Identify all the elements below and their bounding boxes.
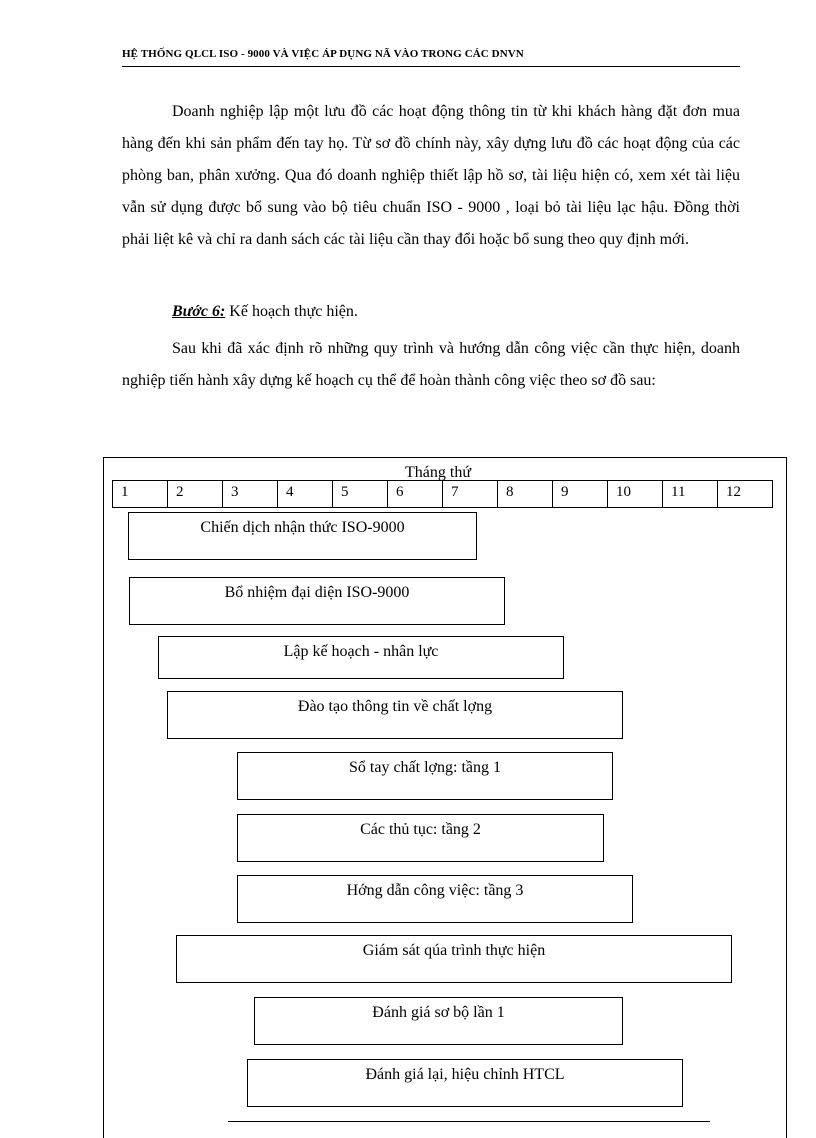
task-reaudit-adjust: Đánh giá lại, hiệu chỉnh HTCL xyxy=(247,1059,683,1107)
task-work-instructions: Hớng dẫn công việc: tầng 3 xyxy=(237,875,633,923)
month-cell: 6 xyxy=(388,481,443,507)
step-label: Bước 6: xyxy=(172,303,226,320)
step-6-heading xyxy=(122,296,740,328)
month-title: Tháng thứ xyxy=(405,464,471,481)
paragraph-flowchart: Doanh nghiệp lập một lưu đồ các hoạt động thông tin từ khi khách hàng đặt đơn mua hàng đến khi sản phẩm đến tay họ. Từ sơ đồ chính này, xây dựng lưu đồ các hoạt động của các phòng ban, phân xưởng. Qua đó doanh nghiệp thiết lập hồ sơ, tài liệu hiện có, xem xét tài liệu vẫn sử dụng được bổ sung vào bộ tiêu chuẩn ISO - 9000 , loại bỏ tài liệu lạc hậu. Đồng thời phải liệt kê và chỉ ra danh sách các tài liệu cần thay đổi hoặc bổ sung theo quy định mới. xyxy=(122,103,740,248)
bottom-rule xyxy=(228,1121,710,1122)
task-quality-training: Đào tạo thông tin về chất lợng xyxy=(167,691,623,739)
task-preliminary-audit: Đánh giá sơ bộ lần 1 xyxy=(254,997,623,1045)
month-cell: 3 xyxy=(223,481,278,507)
month-cell: 1 xyxy=(113,481,168,507)
paragraph-plan: Sau khi đã xác định rõ những quy trình và hướng dẫn công việc cần thực hiện, doanh nghiệp tiến hành xây dựng kế hoạch cụ thể để hoàn thành công việc theo sơ đồ sau: xyxy=(122,340,740,389)
task-planning-resources: Lập kế hoạch - nhân lực xyxy=(158,636,564,679)
month-cell: 7 xyxy=(443,481,498,507)
month-cell: 12 xyxy=(718,481,773,507)
month-cell: 10 xyxy=(608,481,663,507)
month-cell: 5 xyxy=(333,481,388,507)
month-cell: 4 xyxy=(278,481,333,507)
task-quality-manual: Sổ tay chất lợng: tầng 1 xyxy=(237,752,613,800)
task-process-monitoring: Giám sát qúa trình thực hiện xyxy=(176,935,732,983)
page-header: HỆ THỐNG QLCL ISO - 9000 VÀ VIỆC ÁP DỤNG NÃ VÀO TRONG CÁC DNVN xyxy=(122,48,740,67)
task-appoint-representative: Bổ nhiệm đại diện ISO-9000 xyxy=(129,577,505,625)
step-text: Kế hoạch thực hiện. xyxy=(225,303,358,320)
month-cell: 11 xyxy=(663,481,718,507)
task-procedures: Các thủ tục: tầng 2 xyxy=(237,814,604,862)
month-header-row xyxy=(112,480,773,508)
month-cell: 9 xyxy=(553,481,608,507)
month-cell: 2 xyxy=(168,481,223,507)
task-awareness-campaign: Chiến dịch nhận thức ISO-9000 xyxy=(128,512,477,560)
month-cell: 8 xyxy=(498,481,553,507)
